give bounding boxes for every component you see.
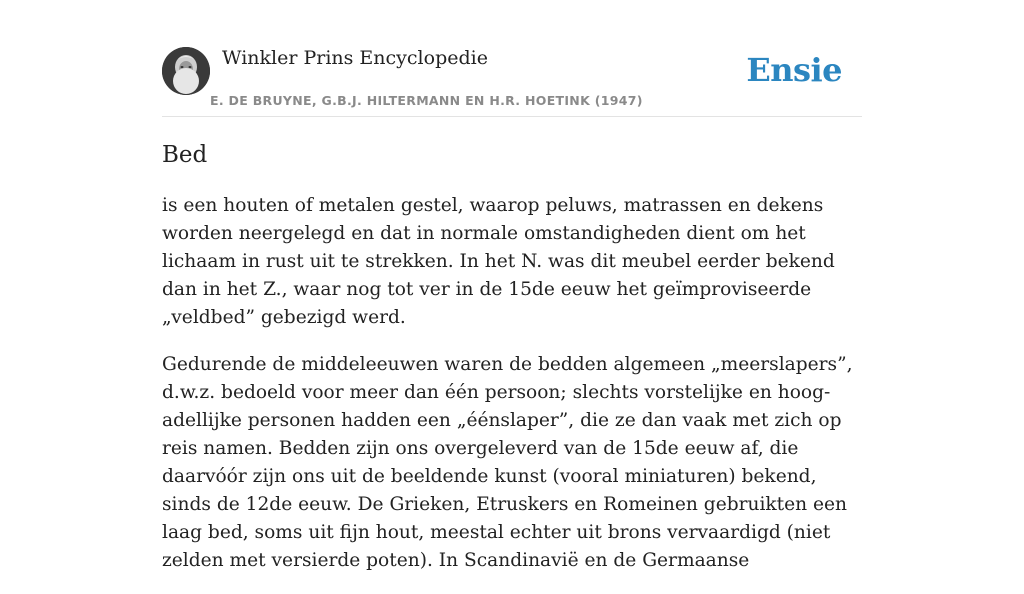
article-paragraph: is een houten of metalen gestel, waarop peluws, matrassen en dekens worden neergelegd en dat in normale omstandigheden dient om het lichaam in rust uit te strekken. In het N. was dit meubel eerder bekend dan in het Z., waar nog tot ver in de 15de eeuw het geïmproviseerde „veldbed” gebezigd werd. [162, 195, 835, 328]
article-paragraph: Gedurende de middeleeuwen waren de bedden algemeen „meerslapers”, d.w.z. bedoeld voor meer dan één persoon; slechts vorstelijke en hoog-adellijke personen hadden een „éénslaper”, die ze dan vaak met zich op reis namen. Bedden zijn ons overgeleverd van de 15de eeuw af, die daarvóór zijn ons uit de beeldende kunst (vooral miniaturen) bekend, sinds de 12de eeuw. De Grieken, Etruskers en Romeinen gebruikten een laag bed, soms uit fijn hout, meestal echter uit brons vervaardigd (niet zelden met versierde poten). In Scandinavië en de Germaanse [162, 354, 853, 571]
avatar[interactable] [162, 47, 210, 95]
page [162, 0, 862, 571]
article-body [162, 192, 867, 594]
bearded-man-portrait-icon [162, 47, 210, 95]
article-title: Bed [162, 142, 208, 168]
site-title[interactable]: Winkler Prins Encyclopedie [222, 47, 488, 69]
header [162, 0, 862, 117]
brand-logo[interactable]: Ensie [746, 51, 842, 89]
authors-byline: E. DE BRUYNE, G.B.J. HILTERMANN EN H.R. HOETINK (1947) [210, 93, 643, 108]
